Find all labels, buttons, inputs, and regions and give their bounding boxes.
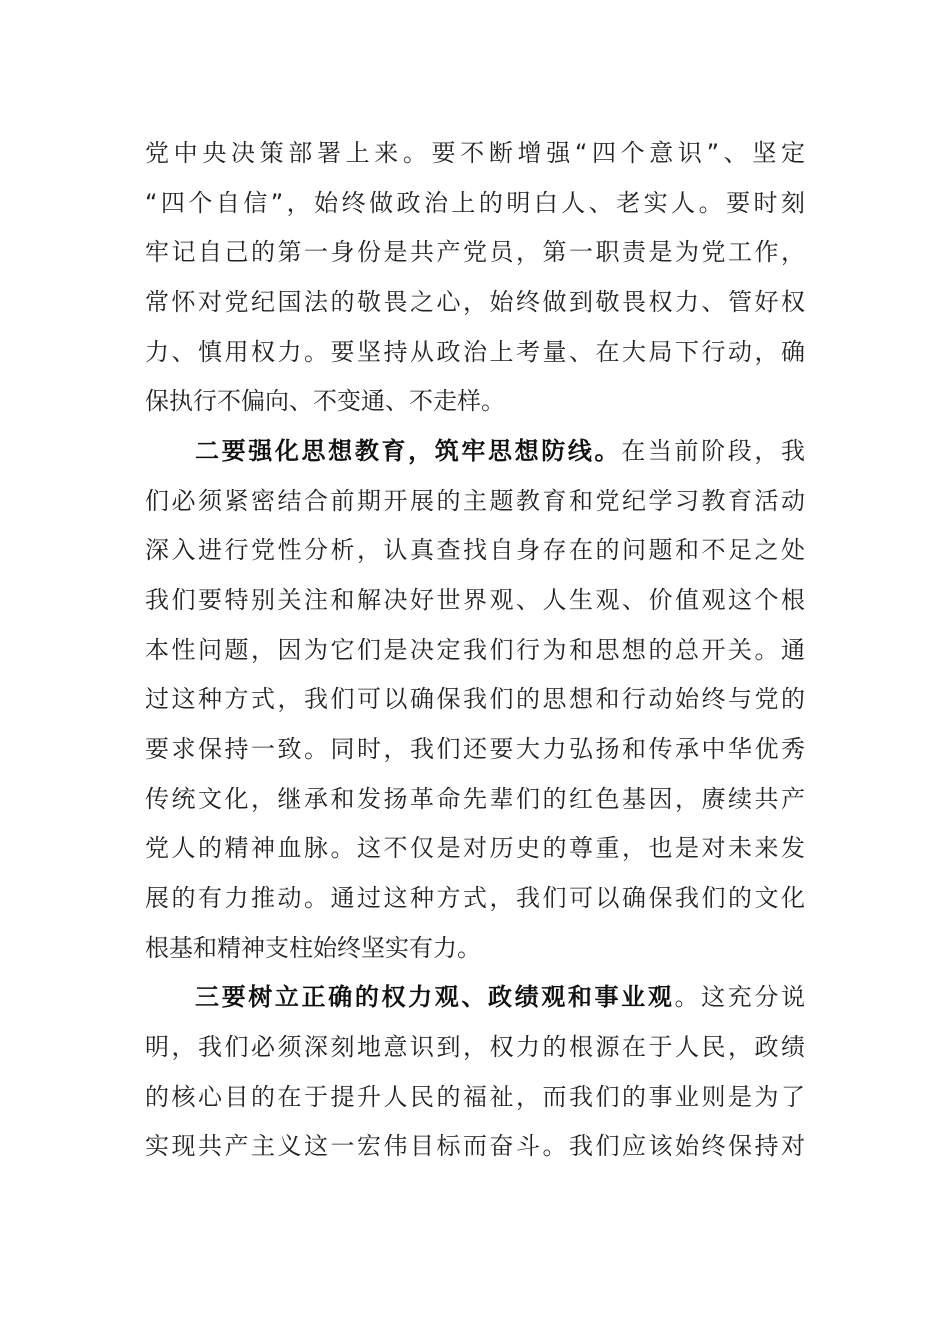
paragraph-3-heading: 三要树立正确的权力观、政绩观和事业观 [195, 983, 675, 1011]
paragraph-3-first-line-rest: 。这充分说 [674, 983, 805, 1011]
paragraph-2-first-line-rest: 在当前阶段，我 [621, 437, 806, 465]
paragraph-1-line-2: “四个自信”，始终做政治上的明白人、老实人。要时刻 [145, 189, 805, 217]
paragraph-3-line-4: 实现共产主义这一宏伟目标而奋斗。我们应该始终保持对 [145, 1132, 805, 1160]
paragraph-3-line-3: 的核心目的在于提升人民的福祉，而我们的事业则是为了 [145, 1083, 805, 1111]
paragraph-2-heading: 二要强化思想教育，筑牢思想防线。 [195, 437, 622, 465]
paragraph-2-first-line [195, 431, 805, 471]
paragraph-2-line-9: 党人的精神血脉。这不仅是对历史的尊重，也是对未来发 [145, 834, 805, 862]
paragraph-2-line-11: 根基和精神支柱始终坚实有力。 [145, 934, 481, 962]
paragraph-2-line-3: 深入进行党性分析，认真查找自身存在的问题和不足之处 [145, 536, 805, 564]
paragraph-2-line-6: 过这种方式，我们可以确保我们的思想和行动始终与党的 [145, 685, 805, 713]
paragraph-2-line-8: 传统文化，继承和发扬革命先辈们的红色基因，赓续共产 [145, 785, 805, 813]
paragraph-2-line-2: 们必须紧密结合前期开展的主题教育和党纪学习教育活动 [145, 487, 805, 515]
paragraph-2-line-10: 展的有力推动。通过这种方式，我们可以确保我们的文化 [145, 884, 805, 912]
paragraph-1-line-5: 力、慎用权力。要坚持从政治上考量、在大局下行动，确 [145, 338, 805, 366]
paragraph-1-line-6: 保执行不偏向、不变通、不走样。 [145, 387, 505, 415]
paragraph-3-first-line [195, 977, 805, 1017]
paragraph-2-line-5: 本性问题，因为它们是决定我们行为和思想的总开关。通 [145, 636, 805, 664]
paragraph-2-line-4: 我们要特别关注和解决好世界观、人生观、价值观这个根 [145, 586, 805, 614]
paragraph-3-line-2: 明，我们必须深刻地意识到，权力的根源在于人民，政绩 [145, 1033, 805, 1061]
paragraph-1-line-3: 牢记自己的第一身份是共产党员，第一职责是为党工作， [145, 238, 805, 266]
paragraph-1-line-4: 常怀对党纪国法的敬畏之心，始终做到敬畏权力、管好权 [145, 288, 805, 316]
paragraph-2-line-7: 要求保持一致。同时，我们还要大力弘扬和传承中华优秀 [145, 735, 805, 763]
paragraph-1-line-1: 党中央决策部署上来。要不断增强“四个意识”、坚定 [145, 139, 805, 167]
